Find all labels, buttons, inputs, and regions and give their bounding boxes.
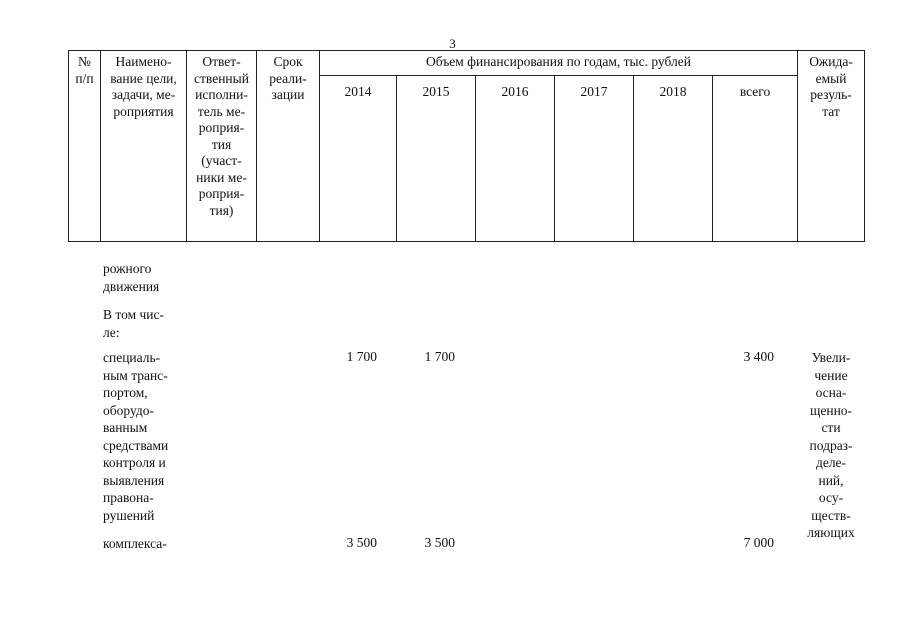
- header-year-2017: 2017: [555, 76, 634, 242]
- header-year-2018: 2018: [634, 76, 713, 242]
- header-total: всего: [713, 76, 798, 242]
- row-result: Увели- чение осна- щенно- сти подраз- деле- ний, осу- ществ- ляющих: [807, 350, 855, 540]
- row-value-2015: 3 500: [424, 535, 455, 550]
- header-funding: Объем финансирования по годам, тыс. рублей: [320, 51, 798, 76]
- header-term: Срок реали- зации: [257, 51, 320, 242]
- header-year-2014: 2014: [320, 76, 397, 242]
- row-value-2014: 1 700: [346, 349, 377, 364]
- row-name: рожного движения: [103, 261, 160, 294]
- row-name: комплекса-: [103, 536, 167, 551]
- row-name: В том чис- ле:: [103, 307, 165, 340]
- funding-table-header: [68, 50, 865, 242]
- header-result: Ожида- емый резуль- тат: [798, 51, 865, 242]
- row-value-total: 7 000: [743, 535, 774, 550]
- header-responsible: Ответ- ственный исполни- тель ме- роприя- тия (участ- ники ме- роприя- тия): [187, 51, 257, 242]
- row-name: специаль- ным транс- портом, оборудо- ванным средствами контроля и выявления правона- рушений: [103, 350, 169, 523]
- header-year-2015: 2015: [397, 76, 476, 242]
- header-year-2016: 2016: [476, 76, 555, 242]
- header-number: № п/п: [69, 51, 101, 242]
- row-value-total: 3 400: [743, 349, 774, 364]
- row-value-2015: 1 700: [424, 349, 455, 364]
- header-name: Наимено- вание цели, задачи, ме- роприятия: [101, 51, 187, 242]
- row-value-2014: 3 500: [346, 535, 377, 550]
- page-number: 3: [449, 36, 456, 51]
